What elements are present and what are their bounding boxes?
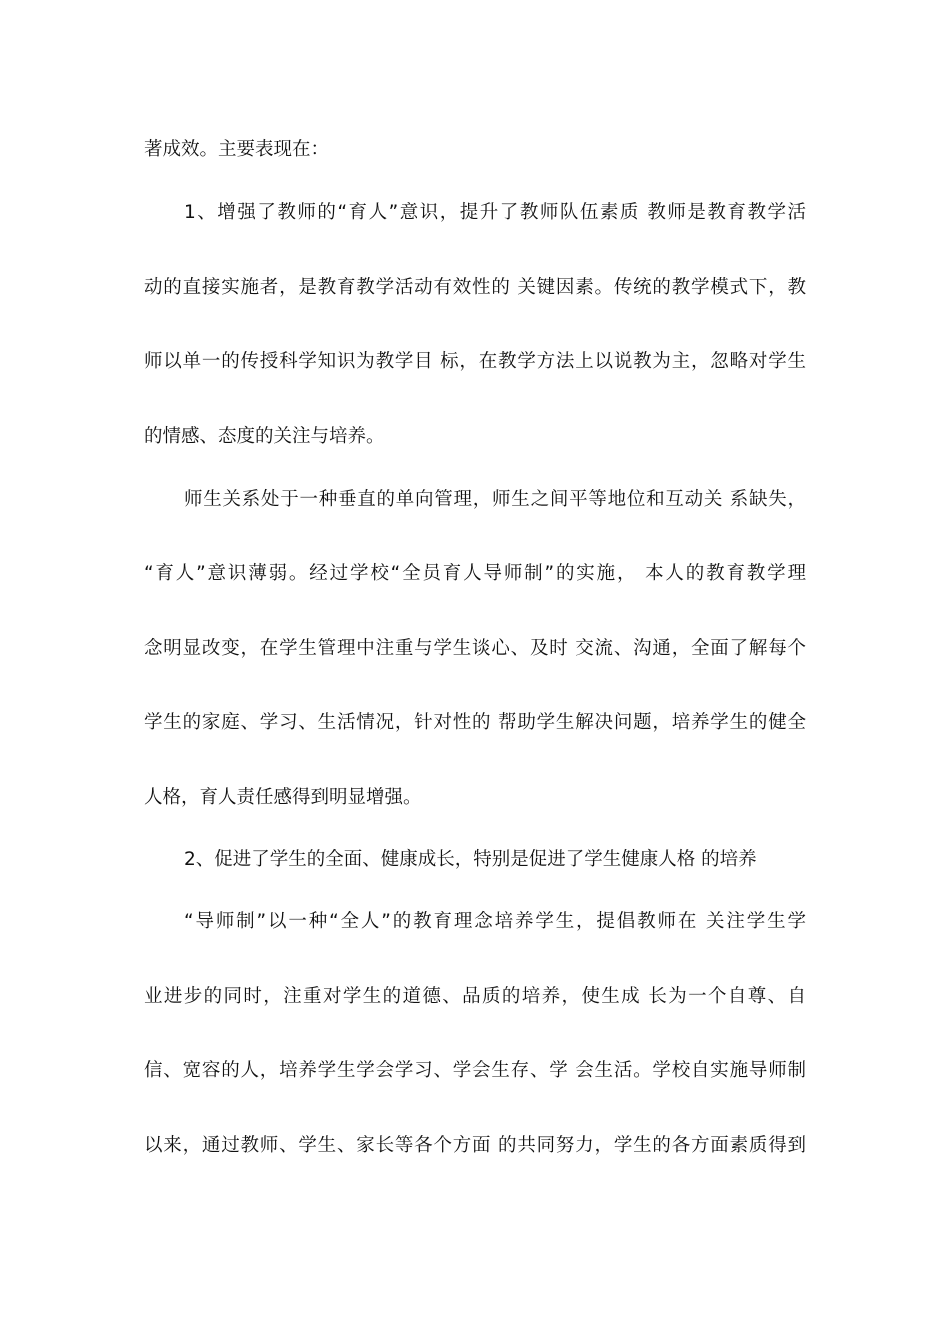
paragraph-1-line-4: 的情感、态度的关注与培养。	[144, 426, 385, 447]
paragraph-3-line-3: 信、宽容的人，培养学生学会学习、学会生存、学 会生活。学校自实施导师制	[144, 1060, 806, 1081]
paragraph-2-line-4: 学生的家庭、学习、生活情况，针对性的 帮助学生解决问题，培养学生的健全	[144, 712, 806, 733]
section-heading-2: 2、促进了学生的全面、健康成长，特别是促进了学生健康人格 的培养	[184, 849, 757, 870]
paragraph-1-line-2: 动的直接实施者，是教育教学活动有效性的 关键因素。传统的教学模式下，教	[144, 277, 806, 298]
paragraph-3-line-4: 以来，通过教师、学生、家长等各个方面 的共同努力，学生的各方面素质得到	[144, 1135, 806, 1156]
paragraph-2-line-5: 人格，育人责任感得到明显增强。	[144, 787, 422, 808]
paragraph-1-line-3: 师以单一的传授科学知识为教学目 标，在教学方法上以说教为主，忽略对学生	[144, 351, 806, 372]
paragraph-3-line-2: 业进步的同时，注重对学生的道德、品质的培养，使生成 长为一个自尊、自	[144, 986, 806, 1007]
paragraph-2-line-1: 师生关系处于一种垂直的单向管理，师生之间平等地位和互动关 系缺失，	[184, 489, 806, 510]
text-line-1: 著成效。主要表现在：	[144, 139, 330, 160]
paragraph-2-line-2: “育人”意识薄弱。经过学校“全员育人导师制”的实施， 本人的教育教学理	[144, 563, 806, 584]
paragraph-3-line-1: “导师制”以一种“全人”的教育理念培养学生，提倡教师在 关注学生学	[184, 911, 806, 932]
paragraph-1-line-1: 1、增强了教师的“育人”意识，提升了教师队伍素质 教师是教育教学活	[184, 202, 806, 223]
paragraph-2-line-3: 念明显改变，在学生管理中注重与学生谈心、及时 交流、沟通，全面了解每个	[144, 638, 806, 659]
